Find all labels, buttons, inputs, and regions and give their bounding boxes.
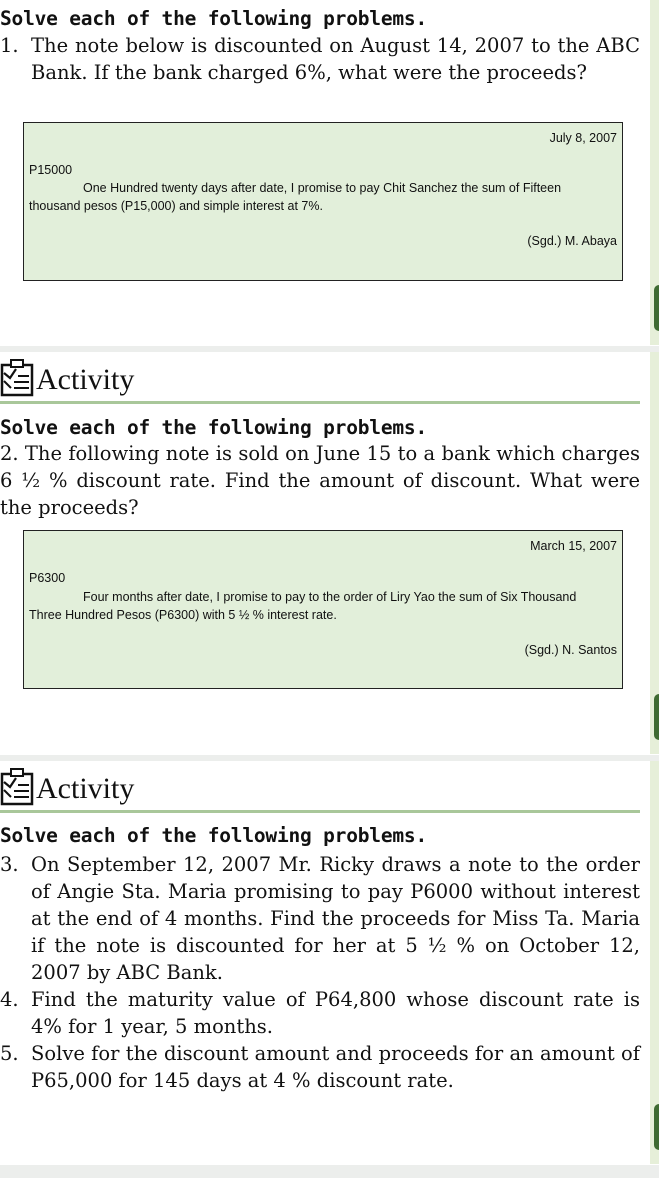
instructions-heading: Solve each of the following problems. — [0, 7, 427, 30]
problem-text: Find the maturity value of P64,800 whose discount rate is 4% for 1 year, 5 months. — [31, 988, 640, 1038]
promissory-note — [23, 530, 623, 689]
note-date: March 15, 2007 — [530, 539, 617, 553]
problem-2 — [0, 440, 640, 521]
note-signature: (Sgd.) N. Santos — [524, 643, 617, 657]
note-body: Four months after date, I promise to pay to the order of Liry Yao the sum of Six Thousand Three Hundred Pesos (P6300) with 5 ½ % interest rate. — [29, 590, 577, 622]
note-amount: P15000 — [29, 163, 73, 177]
problem-number: 4. — [0, 988, 19, 1011]
activity-title: Activity — [36, 772, 135, 805]
problem-4 — [0, 986, 640, 1040]
problem-text: The note below is discounted on August 14, 2007 to the ABC Bank. If the bank charged 6%, what were the proceeds? — [31, 34, 640, 84]
problem-number: 3. — [0, 853, 19, 876]
activity-header — [0, 357, 650, 407]
note-signature: (Sgd.) M. Abaya — [527, 234, 617, 248]
note-date: July 8, 2007 — [549, 131, 617, 145]
problem-number: 1. — [0, 34, 19, 57]
slide-edge-tab — [654, 1104, 659, 1150]
clipboard-checklist-icon — [0, 359, 34, 397]
activity-header — [0, 766, 650, 816]
problem-3 — [0, 851, 640, 986]
slide-edge-tab — [654, 694, 659, 740]
promissory-note — [23, 122, 623, 281]
clipboard-checklist-icon — [0, 768, 34, 806]
activity-title: Activity — [36, 363, 135, 396]
note-amount: P6300 — [29, 571, 66, 585]
activity-underline — [0, 810, 640, 813]
note-body: One Hundred twenty days after date, I promise to pay Chit Sanchez the sum of Fifteen thousand pesos (P15,000) and simple interest at 7%. — [29, 181, 562, 213]
slide-edge-tab — [654, 285, 659, 331]
slide-separator — [0, 1165, 659, 1178]
instructions-heading: Solve each of the following problems. — [0, 824, 427, 847]
problem-1 — [0, 32, 640, 86]
problem-text: 2. The following note is sold on June 15 to a bank which charges 6 ½ % discount rate. Find the amount of discount. What were the proceeds? — [0, 442, 640, 519]
problem-number: 5. — [0, 1042, 19, 1065]
slide-separator — [0, 346, 659, 352]
problem-text: On September 12, 2007 Mr. Ricky draws a note to the order of Angie Sta. Maria promising to pay P6000 without interest at the end of 4 months. Find the proceeds for Miss Ta. Maria if the note is discounted for her at 5 ½ % on October 12, 2007 by ABC Bank. — [31, 853, 640, 984]
instructions-heading: Solve each of the following problems. — [0, 416, 427, 439]
problem-5 — [0, 1040, 640, 1094]
problem-text: Solve for the discount amount and proceeds for an amount of P65,000 for 145 days at 4 % discount rate. — [31, 1042, 640, 1092]
activity-underline — [0, 401, 640, 404]
slide-separator — [0, 755, 659, 761]
